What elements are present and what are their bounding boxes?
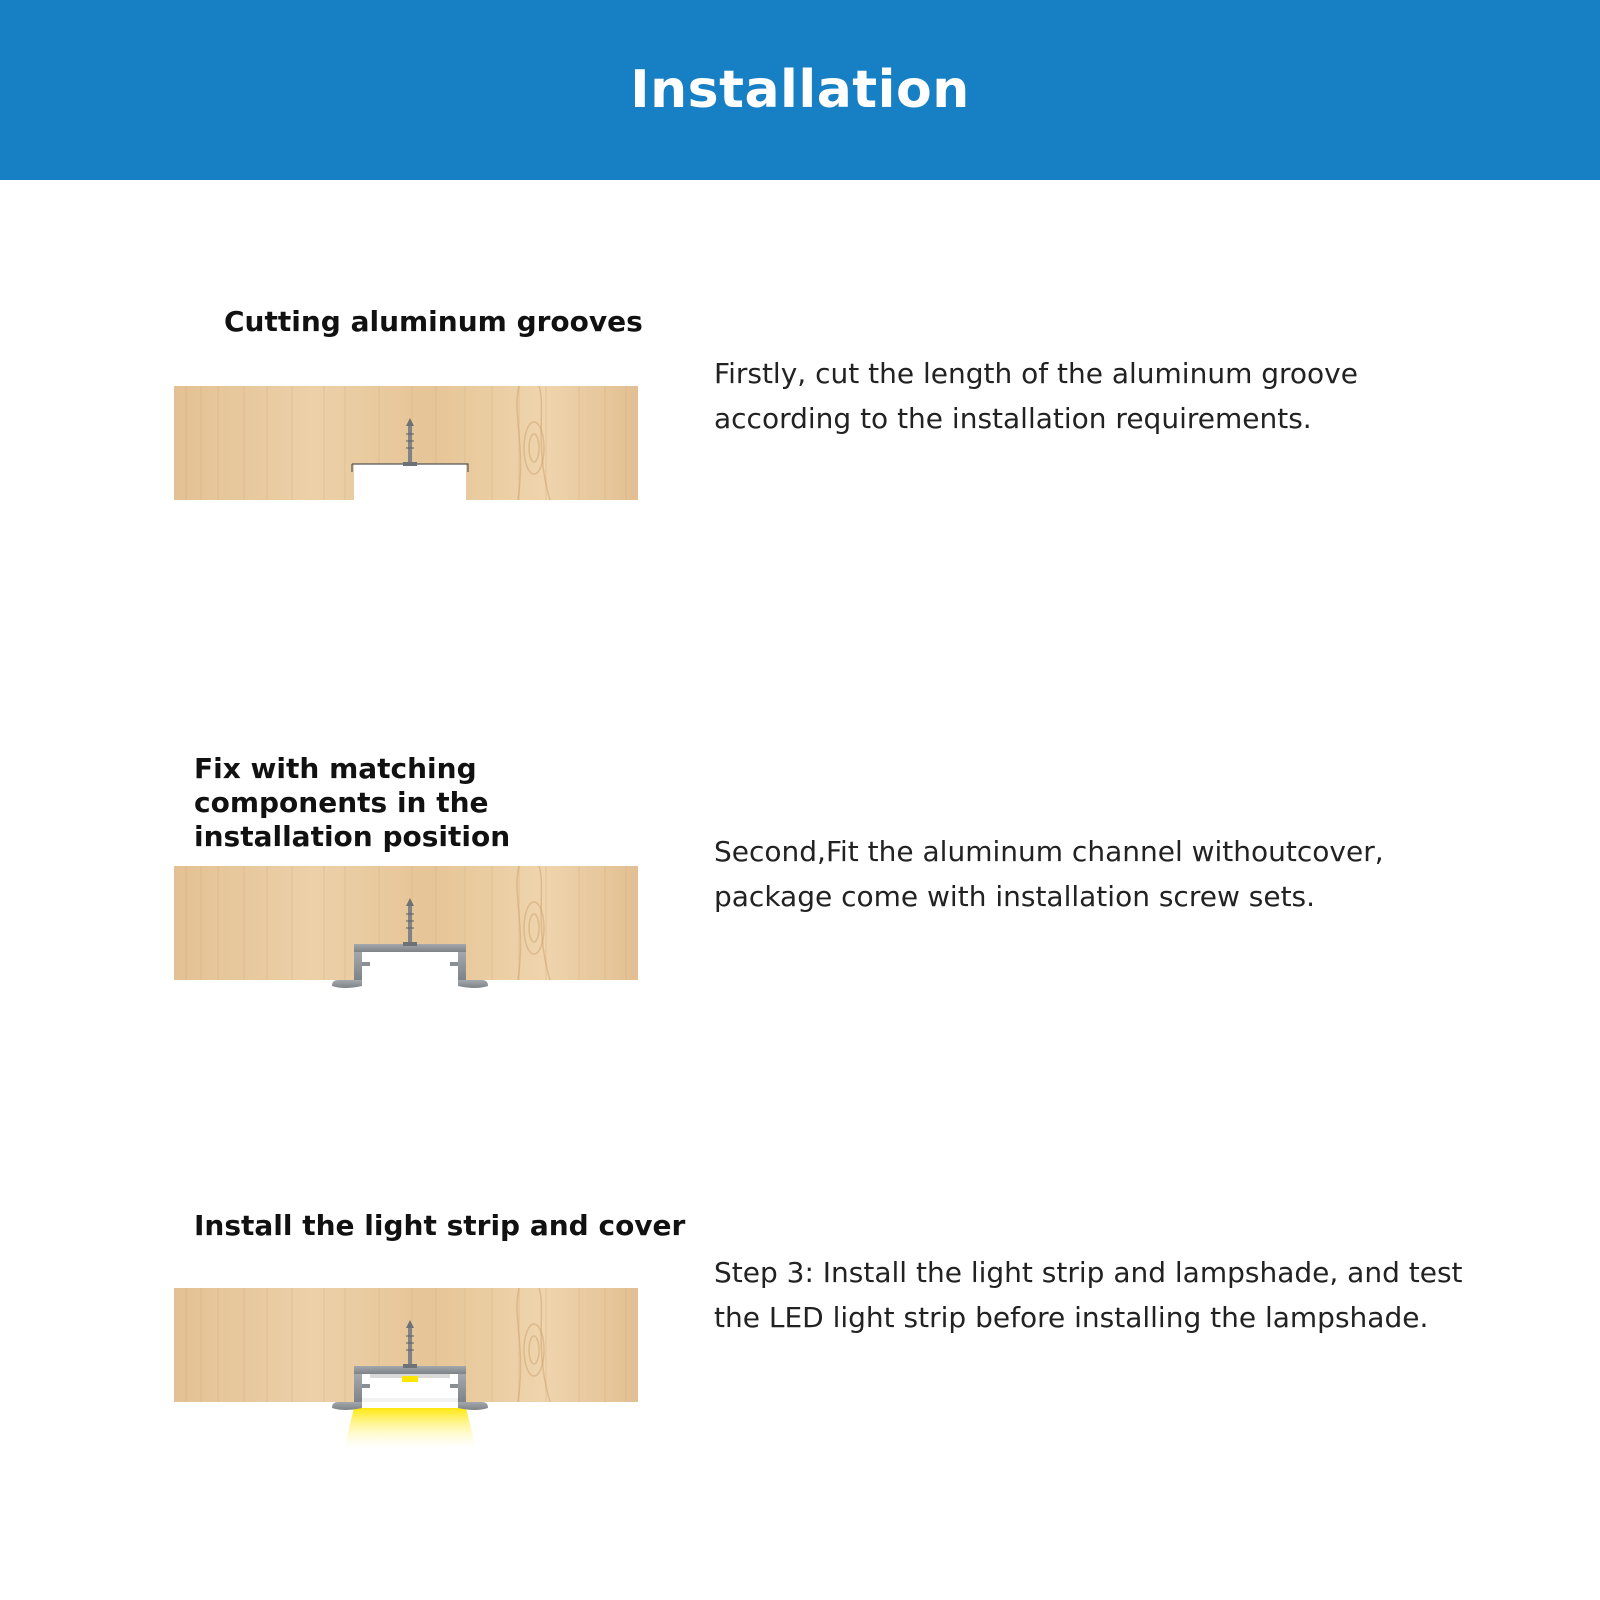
- channel-mount-illustration: [174, 866, 638, 996]
- light-beam: [344, 1408, 476, 1448]
- groove-cutout: [354, 464, 466, 504]
- step-3-title: Install the light strip and cover: [194, 1209, 686, 1242]
- step-1-title: Cutting aluminum grooves: [224, 305, 643, 338]
- page-title: Installation: [630, 60, 970, 120]
- step-2-description: Second,Fit the aluminum channel withoutcover, package come with installation screw sets.: [714, 835, 1384, 913]
- step-3-diagram: [174, 1288, 638, 1448]
- step-1-diagram: [174, 386, 638, 506]
- step-3-description: Step 3: Install the light strip and lampshade, and test the LED light strip before installing the lampshade.: [714, 1256, 1463, 1334]
- step-1-description: Firstly, cut the length of the aluminum groove according to the installation requirements.: [714, 357, 1358, 435]
- light-strip-illustration: [174, 1288, 638, 1448]
- step-2-diagram: [174, 866, 638, 996]
- page-header: [0, 0, 1600, 180]
- groove-cut-illustration: [174, 386, 638, 506]
- step-2-title: Fix with matching components in the installation position: [194, 752, 511, 853]
